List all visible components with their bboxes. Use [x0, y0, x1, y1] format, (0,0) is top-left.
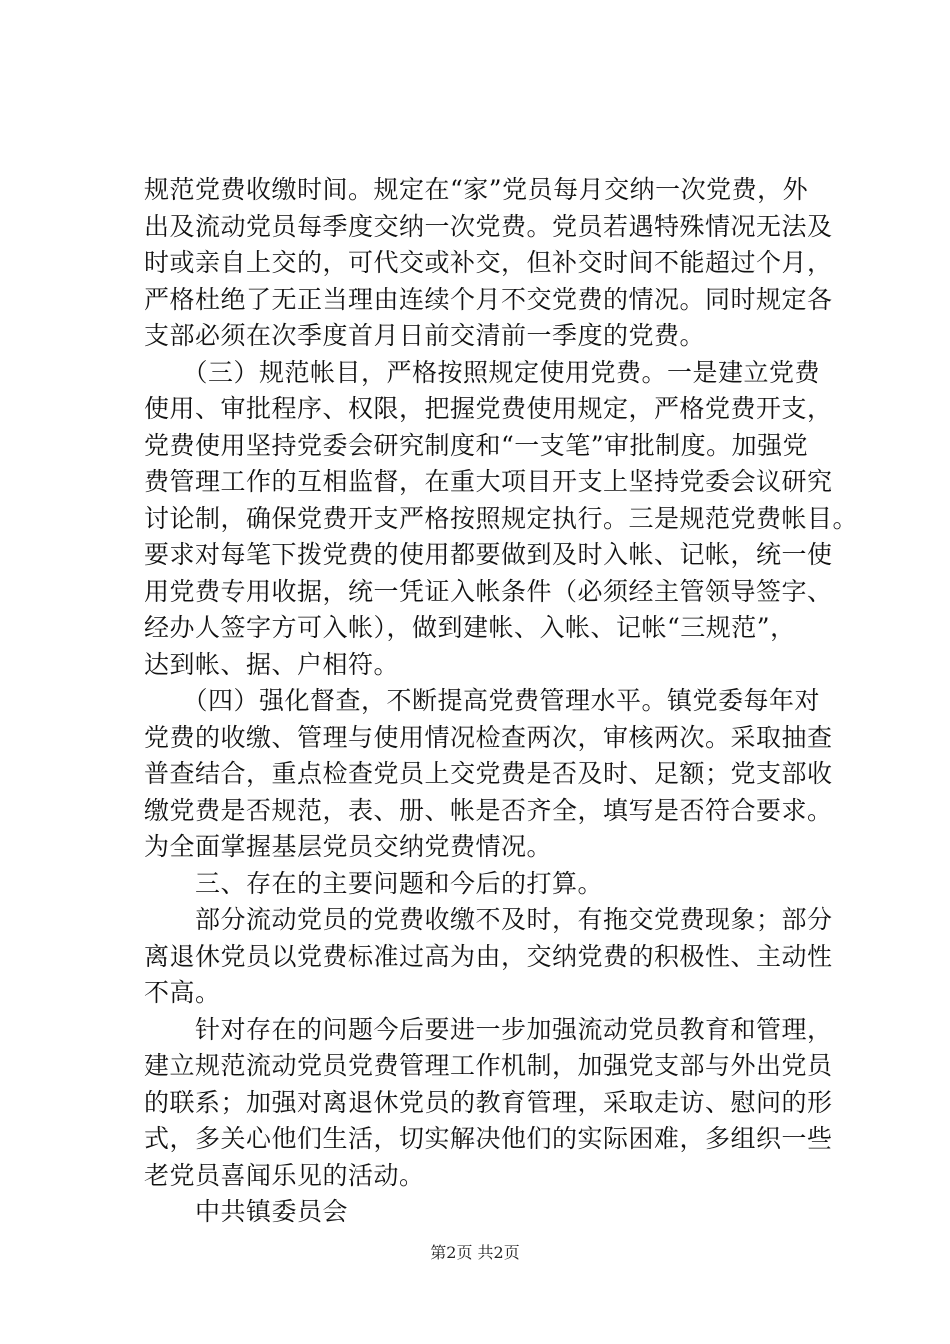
text-line: 中共镇委员会: [144, 1197, 349, 1226]
text-line: 用党费专用收据，统一凭证入帐条件（必须经主管领导签字、: [144, 576, 833, 606]
text-line: 党费的收缴、管理与使用情况检查两次，审核两次。采取抽查: [144, 722, 833, 752]
text-line: 针对存在的问题今后要进一步加强流动党员教育和管理，: [144, 1014, 833, 1044]
text-line: （四）强化督查，不断提高党费管理水平。镇党委每年对: [144, 686, 821, 715]
text-line: 式，多关心他们生活，切实解决他们的实际困难，多组织一些: [144, 1124, 833, 1153]
text-line: 要求对每笔下拨党费的使用都要做到及时入帐、记帐，统一使: [144, 540, 833, 569]
text-line: （三）规范帐目，严格按照规定使用党费。一是建立党费: [144, 357, 821, 387]
text-line: 部分流动党员的党费收缴不及时，有拖交党费现象；部分: [144, 905, 833, 934]
text-line: 严格杜绝了无正当理由连续个月不交党费的情况。同时规定各: [144, 284, 833, 314]
text-line: 三、存在的主要问题和今后的打算。: [144, 868, 604, 898]
body-text: [144, 172, 859, 1231]
text-line: 经办人签字方可入帐），做到建帐、入帐、记帐“三规范”，: [144, 613, 796, 642]
text-line: 缴党费是否规范，表、册、帐是否齐全，填写是否符合要求。: [144, 795, 833, 825]
text-line: 使用、审批程序、权限，把握党费使用规定，严格党费开支，: [144, 394, 833, 423]
text-line: 讨论制，确保党费开支严格按照规定执行。三是规范党费帐目。: [144, 503, 859, 533]
text-line: 为全面掌握基层党员交纳党费情况。: [144, 832, 553, 861]
text-line: 支部必须在次季度首月日前交清前一季度的党费。: [144, 321, 706, 350]
text-line: 建立规范流动党员党费管理工作机制，加强党支部与外出党员: [144, 1051, 833, 1080]
page-footer: 第2页 共2页: [430, 1243, 520, 1262]
text-line: 时或亲自上交的，可代交或补交，但补交时间不能超过个月，: [144, 248, 833, 277]
text-line: 普查结合，重点检查党员上交党费是否及时、足额；党支部收: [144, 759, 833, 788]
text-line: 党费使用坚持党委会研究制度和“一支笔”审批制度。加强党: [144, 430, 809, 460]
text-line: 的联系；加强对离退休党员的教育管理，采取走访、慰问的形: [144, 1087, 833, 1117]
text-line: 不高。: [144, 978, 221, 1007]
text-line: 出及流动党员每季度交纳一次党费。党员若遇特殊情况无法及: [144, 211, 833, 241]
text-line: 费管理工作的互相监督，在重大项目开支上坚持党委会议研究: [144, 467, 833, 496]
text-line: 老党员喜闻乐见的活动。: [144, 1160, 425, 1190]
text-line: 规范党费收缴时间。规定在“家”党员每月交纳一次党费，外: [144, 175, 809, 204]
text-line: 离退休党员以党费标准过高为由，交纳党费的积极性、主动性: [144, 941, 833, 971]
text-line: 达到帐、据、户相符。: [144, 649, 400, 679]
